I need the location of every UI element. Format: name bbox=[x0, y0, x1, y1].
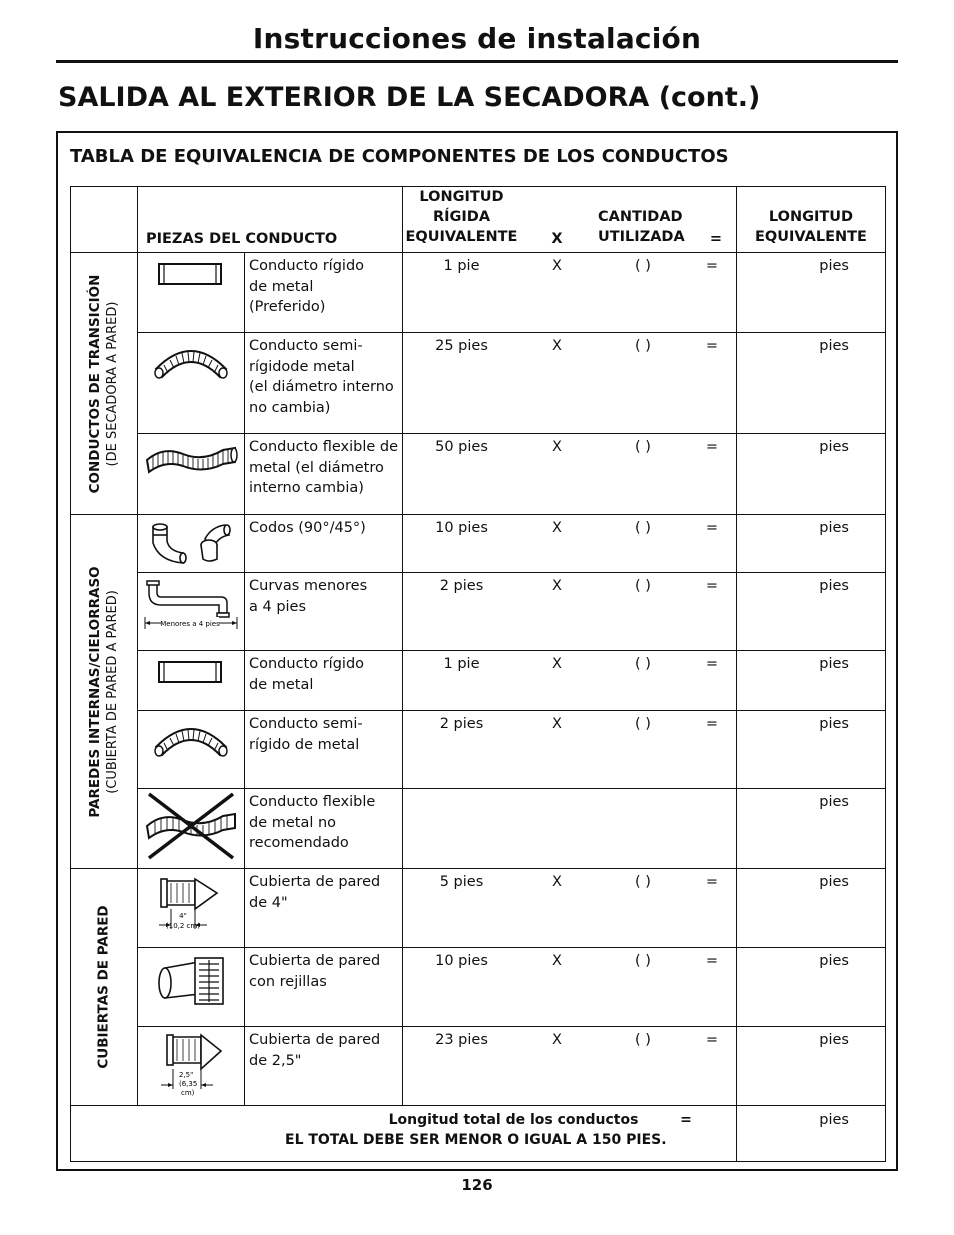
group-label: PAREDES INTERNAS/CIELORRASO bbox=[87, 565, 103, 818]
row-equivalent: pies bbox=[737, 789, 886, 869]
total-equivalent: pies bbox=[737, 1106, 886, 1162]
group-sublabel: (CUBIERTA DE PARED A PARED) bbox=[105, 589, 120, 794]
total-equals: = bbox=[680, 1112, 692, 1128]
total-label-cell bbox=[71, 1106, 737, 1162]
row-description: Conducto rígido de metal bbox=[245, 651, 403, 711]
group-sublabel: (DE SECADORA A PARED) bbox=[105, 301, 120, 466]
header-longitud-equivalente: LONGITUD EQUIVALENTE bbox=[737, 187, 886, 253]
table-row bbox=[71, 333, 886, 434]
row-equivalent: pies bbox=[737, 711, 886, 789]
table-row bbox=[71, 253, 886, 333]
row-description: Conducto rígido de metal (Preferido) bbox=[245, 253, 403, 333]
total-row bbox=[71, 1106, 886, 1162]
row-description: Conducto flexible de metal (el diámetro interno cambia) bbox=[245, 434, 403, 515]
row-description: Cubierta de pared de 2,5" bbox=[245, 1027, 403, 1106]
flexible-duct-icon bbox=[138, 434, 245, 515]
rigid-duct-icon bbox=[138, 253, 245, 333]
short-bend-label: Menores a 4 pies bbox=[160, 620, 220, 628]
row-equivalent: pies bbox=[737, 651, 886, 711]
total-label: Longitud total de los conductos bbox=[388, 1112, 639, 1128]
header-cantidad: CANTIDAD UTILIZADA bbox=[598, 209, 685, 245]
row-values: 1 pie X ( ) = bbox=[403, 651, 737, 711]
short-bend-icon bbox=[138, 573, 245, 651]
section-title: SALIDA AL EXTERIOR DE LA SECADORA (cont.) bbox=[58, 82, 761, 113]
wall-cap-4-size-cm: (10,2 cm) bbox=[166, 922, 200, 930]
row-equivalent: pies bbox=[737, 1027, 886, 1106]
row-equivalent: pies bbox=[737, 253, 886, 333]
row-equivalent: pies bbox=[737, 515, 886, 573]
table-row bbox=[71, 789, 886, 869]
header-empty-cell bbox=[71, 187, 138, 253]
row-description: Cubierta de pared con rejillas bbox=[245, 948, 403, 1027]
not-recommended-flexible-duct-icon bbox=[138, 789, 245, 869]
row-description: Codos (90°/45°) bbox=[245, 515, 403, 573]
wall-cap-4-icon bbox=[138, 869, 245, 948]
row-equivalent: pies bbox=[737, 869, 886, 948]
row-values: 10 pies X ( ) = bbox=[403, 948, 737, 1027]
table-row bbox=[71, 651, 886, 711]
row-values: 50 pies X ( ) = bbox=[403, 434, 737, 515]
row-description: Conducto flexible de metal no recomendado bbox=[245, 789, 403, 869]
header-longitud-rigida: LONGITUD RÍGIDA EQUIVALENTE bbox=[405, 189, 518, 245]
row-description: Conducto semi- rígidode metal (el diámetro interno no cambia) bbox=[245, 333, 403, 434]
table-row bbox=[71, 948, 886, 1027]
row-equivalent: pies bbox=[737, 333, 886, 434]
table-header-row bbox=[71, 187, 886, 253]
row-values: 5 pies X ( ) = bbox=[403, 869, 737, 948]
row-description: Conducto semi- rígido de metal bbox=[245, 711, 403, 789]
group-label: CONDUCTOS DE TRANSICIÓN bbox=[87, 274, 103, 493]
table-row bbox=[71, 869, 886, 948]
table-row bbox=[71, 515, 886, 573]
table-row bbox=[71, 434, 886, 515]
table-row bbox=[71, 711, 886, 789]
row-values: 2 pies X ( ) = bbox=[403, 711, 737, 789]
row-values: 25 pies X ( ) = bbox=[403, 333, 737, 434]
rigid-duct-icon bbox=[138, 651, 245, 711]
group-transicion bbox=[71, 253, 138, 515]
wall-cap-2-5-icon bbox=[138, 1027, 245, 1106]
row-values: 23 pies X ( ) = bbox=[403, 1027, 737, 1106]
header-values bbox=[403, 187, 737, 253]
row-equivalent: pies bbox=[737, 573, 886, 651]
group-paredes bbox=[71, 515, 138, 869]
table-row bbox=[71, 573, 886, 651]
wall-cap-4-size: 4" bbox=[179, 912, 187, 920]
table-row bbox=[71, 1027, 886, 1106]
row-values: 1 pie X ( ) = bbox=[403, 253, 737, 333]
total-note: EL TOTAL DEBE SER MENOR O IGUAL A 150 PIES. bbox=[285, 1132, 667, 1148]
row-values: 2 pies X ( ) = bbox=[403, 573, 737, 651]
semi-rigid-duct-icon bbox=[138, 711, 245, 789]
row-description: Curvas menores a 4 pies bbox=[245, 573, 403, 651]
page-number: 126 bbox=[461, 1176, 493, 1194]
header-x: X bbox=[551, 231, 563, 247]
semi-rigid-duct-icon bbox=[138, 333, 245, 434]
header-piezas: PIEZAS DEL CONDUCTO bbox=[138, 187, 403, 253]
wall-cap-2-5-size-cm-unit: cm) bbox=[181, 1089, 195, 1097]
group-label: CUBIERTAS DE PARED bbox=[95, 905, 112, 1069]
louvered-wall-cap-icon bbox=[138, 948, 245, 1027]
row-description: Cubierta de pared de 4" bbox=[245, 869, 403, 948]
wall-cap-2-5-size: 2,5" bbox=[179, 1071, 194, 1079]
group-cubiertas bbox=[71, 869, 138, 1106]
row-equivalent: pies bbox=[737, 948, 886, 1027]
row-values: 10 pies X ( ) = bbox=[403, 515, 737, 573]
header-equals: = bbox=[709, 231, 723, 247]
header-divider bbox=[56, 60, 898, 63]
row-equivalent: pies bbox=[737, 434, 886, 515]
elbows-icon bbox=[138, 515, 245, 573]
row-values bbox=[403, 789, 737, 869]
table-title: TABLA DE EQUIVALENCIA DE COMPONENTES DE LOS CONDUCTOS bbox=[70, 146, 729, 167]
wall-cap-2-5-size-cm: (6,35 bbox=[179, 1080, 198, 1088]
duct-equivalence-table bbox=[70, 186, 886, 1162]
header-title: Instrucciones de instalación bbox=[252, 22, 702, 55]
